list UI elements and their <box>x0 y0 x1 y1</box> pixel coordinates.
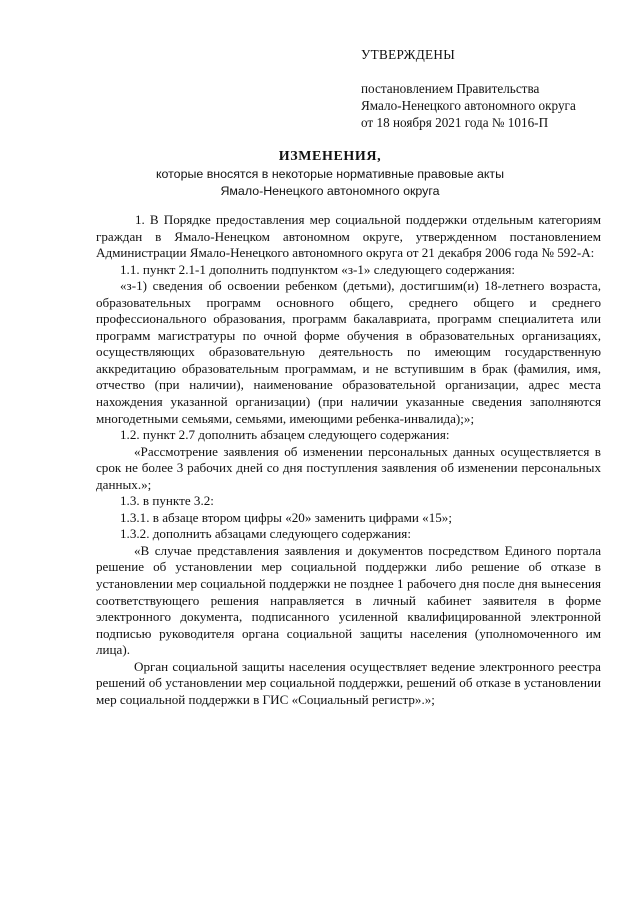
approval-line: постановлением Правительства <box>361 81 540 96</box>
document-body <box>96 212 601 708</box>
document-title: ИЗМЕНЕНИЯ, <box>278 149 382 164</box>
approval-line: Ямало-Ненецкого автономного округа <box>361 98 576 113</box>
approval-stamp <box>361 46 631 131</box>
paragraph: 1.2. пункт 2.7 дополнить абзацем следующего содержания: <box>120 427 450 443</box>
paragraph: 1.3.1. в абзаце втором цифры «20» заменить цифрами «15»; <box>120 509 452 525</box>
paragraph: «Рассмотрение заявления об изменении персональных данных осуществляется в срок не более 3 рабочих дней со дня поступления заявления об изменении персональных данных.»; <box>96 443 601 492</box>
paragraph: 1.1. пункт 2.1-1 дополнить подпунктом «з-1» следующего содержания: <box>120 261 516 277</box>
paragraph: 1.3.2. дополнить абзацами следующего содержания: <box>120 526 411 542</box>
paragraph: 1.3. в пункте 3.2: <box>120 493 214 509</box>
paragraph: 1. В Порядке предоставления мер социальной поддержки отдельным категориям граждан в Ямало-Ненецком автономном округе, утвержденном постановлением Администрации Ямало-Ненецкого автономного округа от 21 декабря 2006 года № 592-А: <box>96 212 601 261</box>
approval-line: от 18 ноября 2021 года № 1016-П <box>361 115 549 130</box>
approval-heading: УТВЕРЖДЕНЫ <box>361 47 456 62</box>
paragraph: «В случае представления заявления и документов посредством Единого портала решение об установлении мер социальной поддержки либо решение об отказе в установлении мер социальной поддержки не позднее 1 рабочего дня после дня вынесения соответствующего решения направляется в личный кабинет заявителя в форме электронного документа, подписанного усиленной квалифицированной электронной подписью руководителя органа социальной защиты населения (уполномоченного им лица). <box>96 542 601 658</box>
document-subtitle-line: которые вносятся в некоторые нормативные правовые акты <box>155 167 505 181</box>
document-title-block <box>80 148 580 200</box>
document-subtitle-line: Ямало-Ненецкого автономного округа <box>220 184 440 198</box>
paragraph: Орган социальной защиты населения осуществляет ведение электронного реестра решений об установлении мер социальной поддержки, решений об отказе в установлении мер социальной поддержки в ГИС «Социальный регистр».»; <box>96 658 601 707</box>
paragraph: «з-1) сведения об освоении ребенком (детьми), достигшим(и) 18-летнего возраста, образовательных программ основного общего, среднего общего и среднего профессионального образования, программ бакалавриата, программ специалитета или программ магистратуры по очной форме обучения в образовательных организациях, осуществляющих образовательную деятельность по имеющим государственную аккредитацию образовательным программам, и не вступившим в брак (фамилия, имя, отчество (при наличии), наименование образовательной организации, адрес места нахождения указанной организации) (при наличии указанные сведения заполняются многодетными семьями, семьями, имеющими ребенка-инвалида);»; <box>96 278 601 426</box>
